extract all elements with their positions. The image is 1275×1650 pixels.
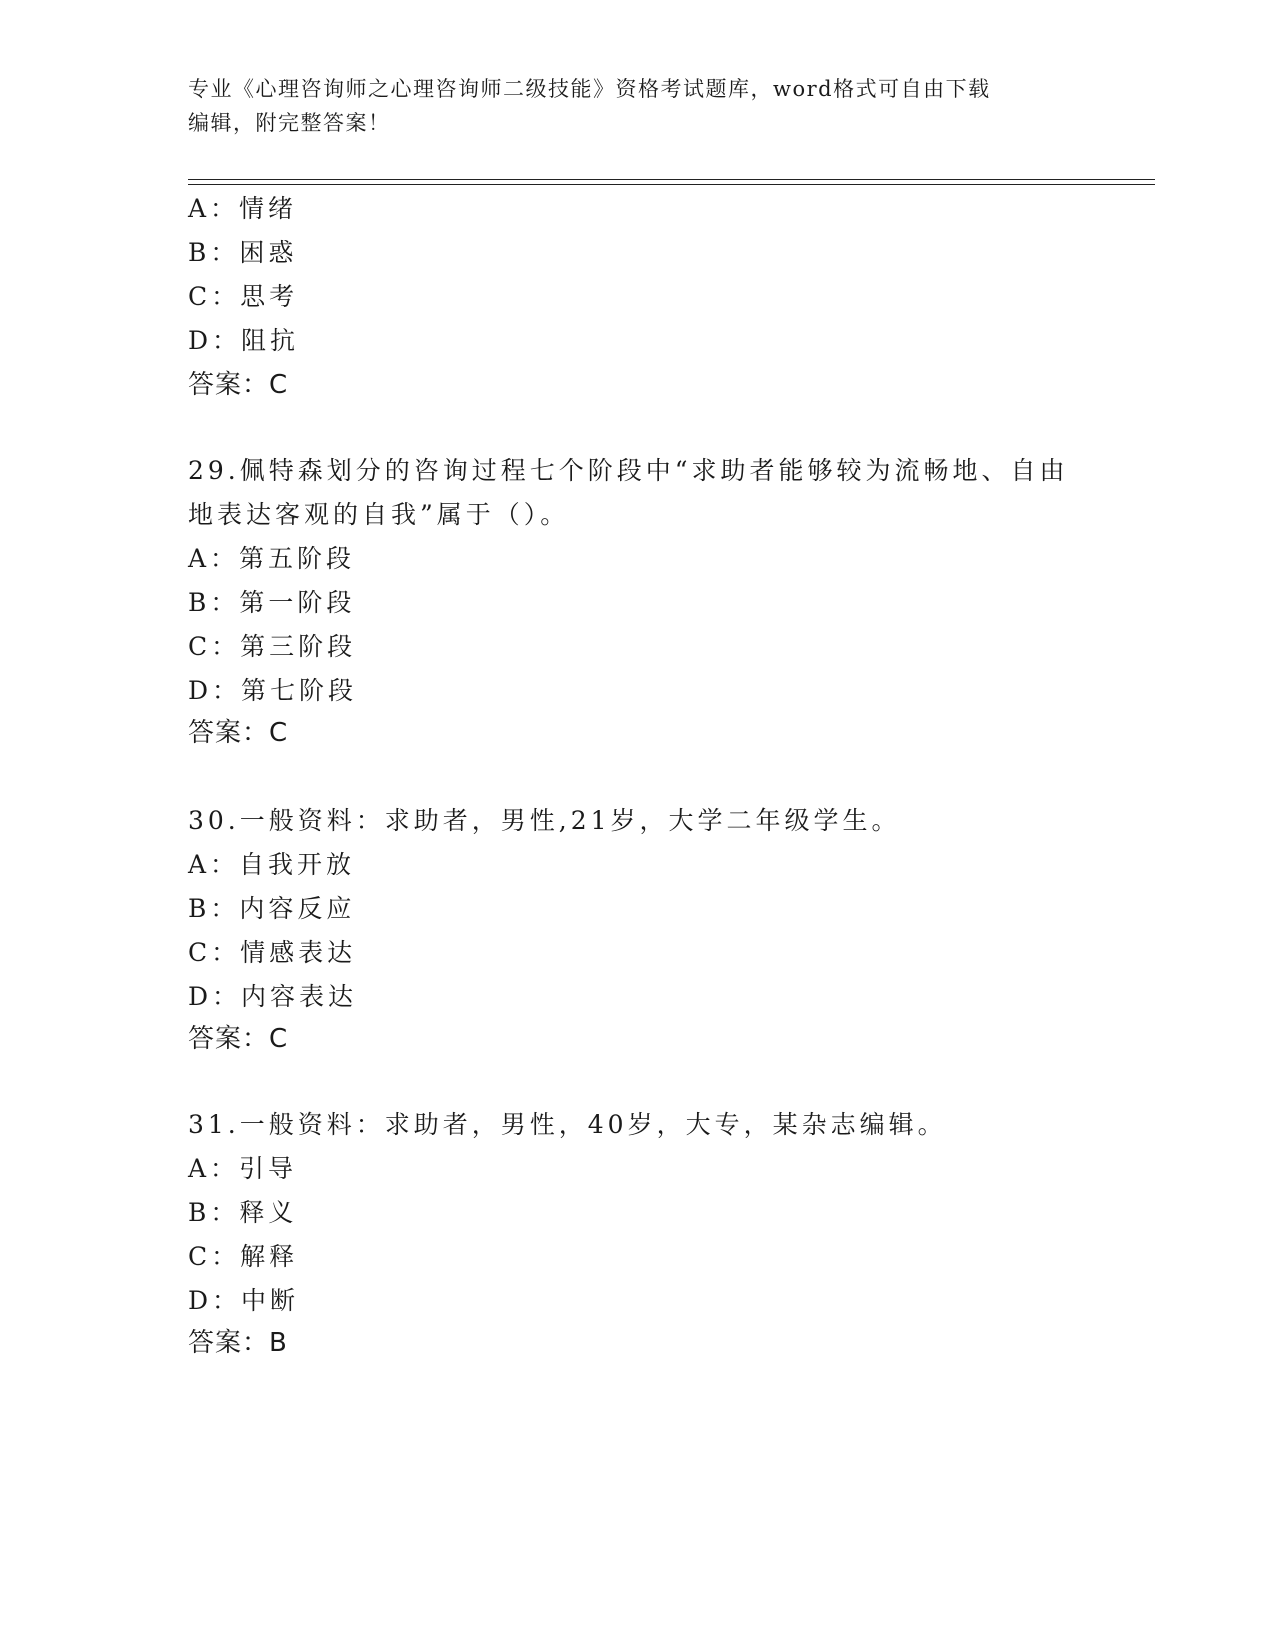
q29-option-c: C：第三阶段 <box>188 632 357 661</box>
q30-option-d: D：内容表达 <box>188 982 358 1011</box>
header-divider-top <box>188 179 1155 180</box>
q30-option-b: B：内容反应 <box>188 894 356 923</box>
q28-option-c: C：思考 <box>188 282 299 311</box>
q29-option-b: B：第一阶段 <box>188 588 356 617</box>
q29-stem-line-1: 29.佩特森划分的咨询过程七个阶段中“求助者能够较为流畅地、自由 <box>188 456 1069 485</box>
q29-option-d: D：第七阶段 <box>188 676 358 705</box>
q31-option-b: B：释义 <box>188 1198 298 1227</box>
q30-option-c: C：情感表达 <box>188 938 357 967</box>
q31-answer: 答案：B <box>188 1328 288 1358</box>
q29-stem-line-2: 地表达客观的自我”属于（）。 <box>188 500 570 529</box>
header-line-1: 专业《心理咨询师之心理咨询师二级技能》资格考试题库，word格式可自由下载 <box>188 77 991 101</box>
q31-stem-line-1: 31.一般资料：求助者，男性，40岁，大专，某杂志编辑。 <box>188 1110 947 1139</box>
q28-option-b: B：困惑 <box>188 238 298 267</box>
header-divider-bottom <box>188 184 1155 185</box>
q31-option-a: A：引导 <box>188 1154 298 1183</box>
q28-answer: 答案：C <box>188 370 289 400</box>
q30-stem-line-1: 30.一般资料：求助者，男性,21岁，大学二年级学生。 <box>188 806 901 835</box>
q29-answer: 答案：C <box>188 718 289 748</box>
document-header <box>188 72 1088 140</box>
header-line-2: 编辑，附完整答案！ <box>188 111 391 135</box>
q28-option-d: D：阻抗 <box>188 326 300 355</box>
q28-option-a: A：情绪 <box>188 194 298 223</box>
q29-option-a: A：第五阶段 <box>188 544 356 573</box>
q30-answer: 答案：C <box>188 1024 289 1054</box>
q31-option-c: C：解释 <box>188 1242 299 1271</box>
q31-option-d: D：中断 <box>188 1286 300 1315</box>
q30-option-a: A：自我开放 <box>188 850 356 879</box>
